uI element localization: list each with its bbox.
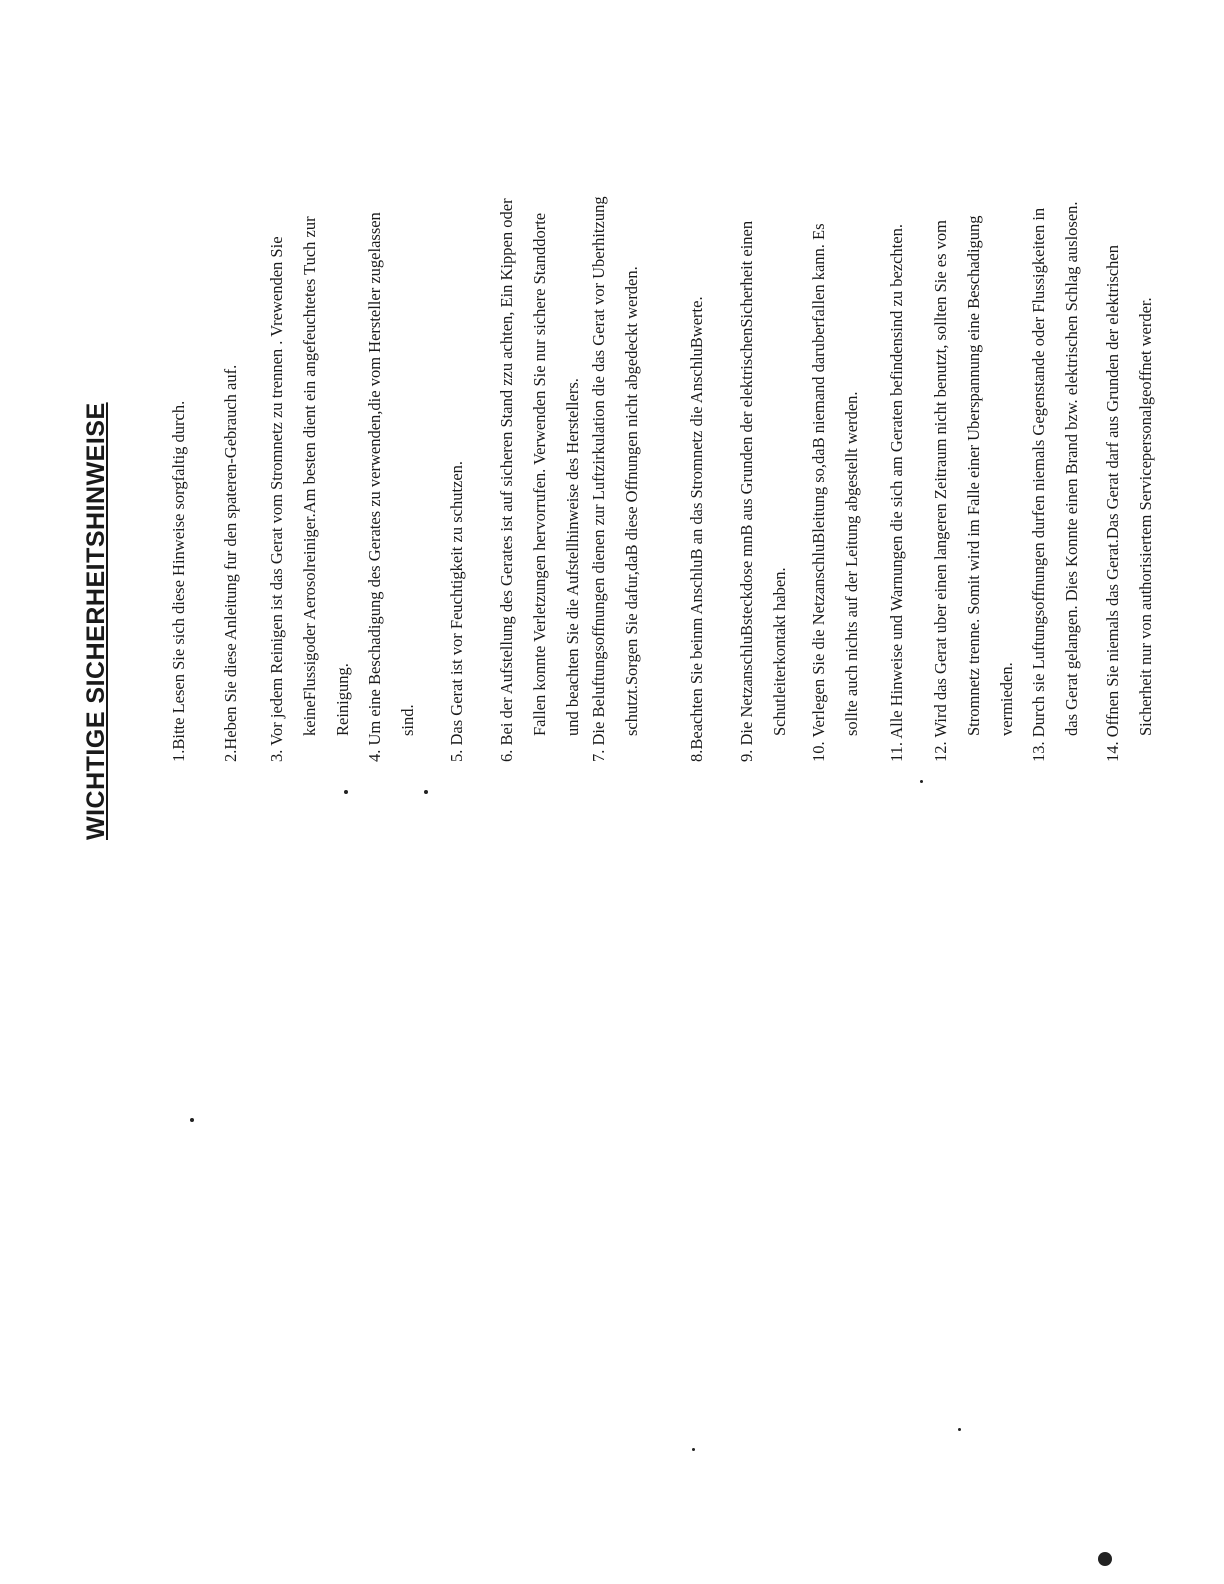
scan-speck bbox=[692, 1448, 695, 1451]
instruction-item bbox=[924, 0, 1023, 762]
instruction-text: 6. Bei der Aufstellung des Gerates ist auf sicheren Stand zzu achten, Ein Kippen oder bbox=[497, 198, 516, 762]
instruction-item bbox=[802, 0, 868, 762]
instruction-text: 4. Um eine Beschadigung des Gerates zu verwenden,die vom Hersteller zugelassen bbox=[365, 212, 384, 762]
instruction-text: 1.Bitte Lesen Sie sich diese Hinweise sorgfaltig durch. bbox=[169, 400, 188, 762]
instruction-text: 5. Das Gerat ist vor Feuchtigkeit zu schutzen. bbox=[447, 460, 466, 762]
instruction-continuation: Reinigung. bbox=[333, 663, 352, 736]
instruction-continuation: Schutleiterkontakt haben. bbox=[770, 567, 789, 736]
instruction-continuation: Fallen konnte Verletzungen hervorrufen. Verwenden Sie nur sichere Standdorte bbox=[530, 212, 549, 736]
instruction-item bbox=[1022, 0, 1088, 762]
scan-speck bbox=[958, 1428, 961, 1431]
instruction-continuation: schutzt.Sorgen Sie dafur,daB diese Offnungen nicht abgedeckt werden. bbox=[622, 266, 641, 736]
instruction-text: 11. Alle Hinweise und Warnungen die sich am Geraten befindensind zu bezchten. bbox=[887, 224, 906, 762]
instruction-item bbox=[680, 0, 713, 762]
instruction-continuation: sind. bbox=[398, 704, 417, 736]
instruction-continuation: sollte auch nichts auf der Leitung abgestellt werden. bbox=[842, 391, 861, 736]
instruction-continuation: keineFlussigoder Aerosolreiniger.Am besten dient ein angefeuchtetes Tuch zur bbox=[300, 216, 319, 736]
instruction-text: 2.Heben Sie diese Anleitung fur den spateren-Gebrauch auf. bbox=[221, 364, 240, 762]
instruction-continuation: Sicherheit nur von authorisiertem Servicepersonalgeoffnet werder. bbox=[1136, 297, 1155, 736]
instruction-item bbox=[260, 0, 359, 762]
instruction-text: 7. Die Beluftungsoffnungen dienen zur Luftzirkulation die das Gerat vor Uberhitzung bbox=[589, 196, 608, 762]
scan-speck bbox=[424, 790, 428, 794]
scan-speck bbox=[1098, 1552, 1112, 1566]
instruction-text: 10. Verlegen Sie die NetzanschluBleitung so,daB niemand daruberfallen kann. Es bbox=[809, 223, 828, 762]
instruction-text: 12. Wird das Gerat uber einen langeren Zeitraum nicht benutzt, sollten Sie es vom bbox=[931, 220, 950, 762]
instruction-continuation: Stromnetz trenne. Somit wird im Falle einer Uberspannung eine Beschadigung bbox=[964, 215, 983, 736]
instruction-text: 14. Offnen Sie niemals das Gerat.Das Gerat darf aus Grunden der elektrischen bbox=[1103, 245, 1122, 762]
instruction-item bbox=[1096, 0, 1162, 762]
instruction-item bbox=[730, 0, 796, 762]
instruction-item bbox=[162, 0, 195, 762]
instruction-item bbox=[358, 0, 424, 762]
instruction-continuation: vermieden. bbox=[997, 662, 1016, 736]
scan-speck bbox=[920, 780, 923, 783]
scan-speck bbox=[344, 790, 348, 794]
instruction-item bbox=[440, 0, 473, 762]
instruction-continuation: und beachten Sie die Aufstellhinweise des Herstellers. bbox=[563, 378, 582, 736]
instruction-text: 13. Durch sie Luftungsoffnungen durfen niemals Gegenstande oder Flussigkeiten in bbox=[1029, 207, 1048, 762]
instruction-item bbox=[214, 0, 247, 762]
instruction-text: 9. Die NetzanschluBsteckdose mnB aus Grunden der elektrischenSicherheit einen bbox=[737, 220, 756, 762]
page-title: WICHTIGE SICHERHEITSHINWEISE bbox=[82, 402, 110, 840]
rotated-page bbox=[82, 10, 1224, 1580]
instruction-text: 8.Beachten Sie beinm AnschluB an das Stromnetz die AnschluBwerte. bbox=[687, 296, 706, 762]
instruction-continuation: das Gerat gelangen. Dies Konnte einen Brand bzw. elektrischen Schlag auslosen. bbox=[1062, 201, 1081, 736]
scan-speck bbox=[190, 1118, 194, 1122]
instruction-text: 3. Vor jedem Reinigen ist das Gerat vom Stromnetz zu trennen . Vrewenden Sie bbox=[267, 236, 286, 762]
instruction-item bbox=[582, 0, 648, 762]
instruction-item bbox=[880, 0, 913, 762]
instruction-item bbox=[490, 0, 589, 762]
